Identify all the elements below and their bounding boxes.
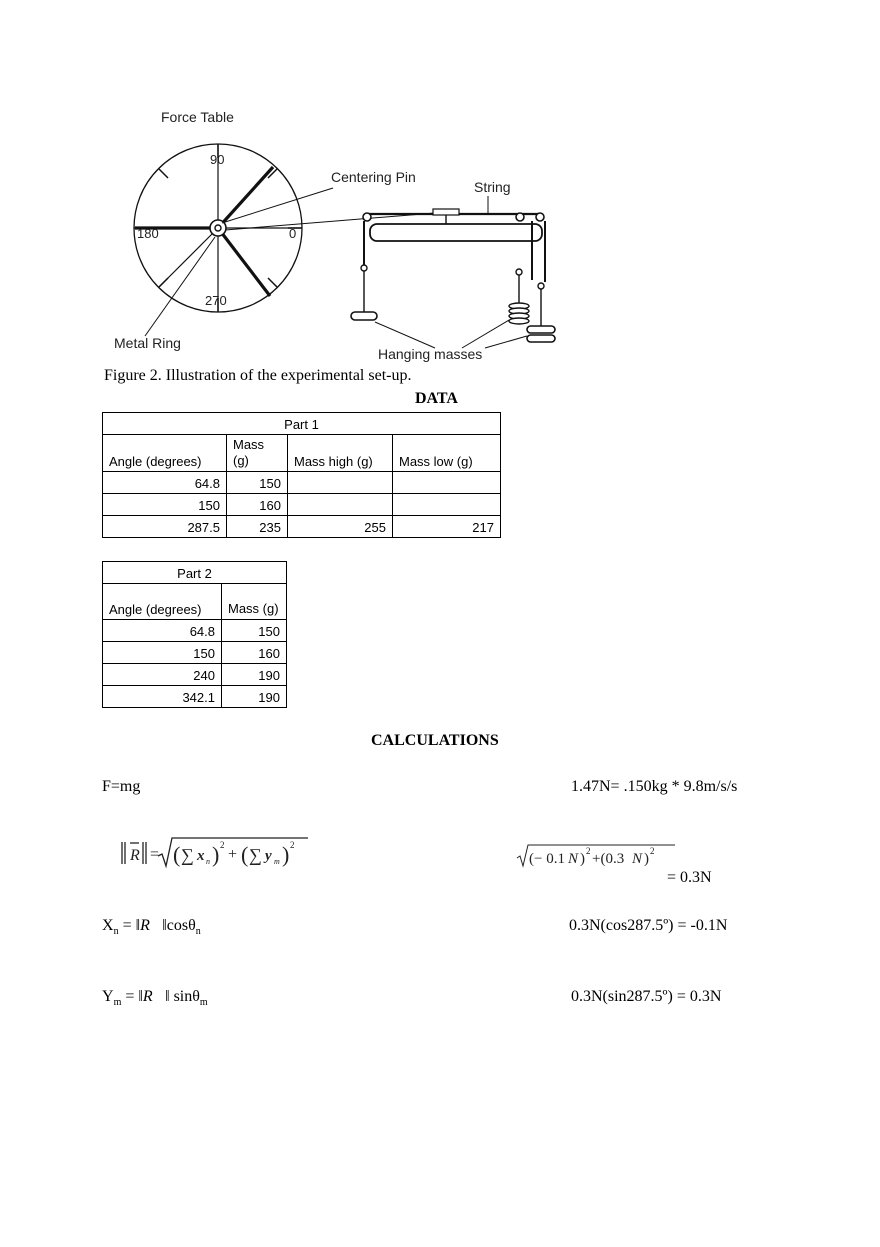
- svg-text:2: 2: [220, 840, 225, 850]
- table-row: [103, 686, 287, 708]
- part1-title: Part 1: [103, 413, 501, 435]
- angle-cell: 342.1: [103, 686, 222, 708]
- svg-text:): ): [212, 842, 220, 867]
- part2-header-angle: Angle (degrees): [103, 584, 222, 620]
- angle-cell: 240: [103, 664, 222, 686]
- part2-header-mass: Mass (g): [222, 584, 287, 620]
- svg-text:2: 2: [290, 840, 295, 850]
- y-component-example: 0.3N(sin287.5º) = 0.3N: [571, 988, 722, 1005]
- mass-cell: 160: [227, 494, 288, 516]
- angle-180-label: 180: [137, 226, 159, 241]
- svg-text:R: R: [130, 847, 140, 864]
- angle-270-label: 270: [205, 293, 227, 308]
- mass-cell: 190: [222, 664, 287, 686]
- svg-text:(: (: [173, 842, 181, 867]
- mass-low-cell: [393, 472, 501, 494]
- mass-cell: 160: [222, 642, 287, 664]
- svg-text:y: y: [265, 848, 272, 864]
- mass-low-cell: [393, 494, 501, 516]
- experimental-setup-figure: [105, 100, 565, 365]
- svg-text:∑: ∑: [249, 845, 262, 865]
- string-label: String: [474, 179, 511, 195]
- part2-table: [102, 561, 287, 708]
- svg-text:m: m: [274, 857, 280, 866]
- mass-cell: 190: [222, 686, 287, 708]
- hanging-masses-label: Hanging masses: [378, 346, 483, 362]
- svg-text:2: 2: [650, 846, 655, 856]
- angle-cell: 64.8: [103, 620, 222, 642]
- mass-cell: 150: [227, 472, 288, 494]
- mass-cell: 150: [222, 620, 287, 642]
- table-row: [103, 472, 501, 494]
- svg-text:N: N: [632, 851, 643, 867]
- part1-table: [102, 412, 501, 538]
- part1-header-mass-high: Mass high (g): [288, 435, 393, 472]
- svg-text:=: =: [150, 846, 160, 863]
- magnitude-computation: [515, 842, 680, 870]
- part1-header-angle: Angle (degrees): [103, 435, 227, 472]
- y-component-formula: $Y_m$ = ‖R⃗‖ sinθ$_m$: [102, 988, 208, 1009]
- centering-pin-label: Centering Pin: [331, 169, 416, 185]
- angle-cell: 150: [103, 494, 227, 516]
- svg-text:): ): [282, 842, 290, 867]
- svg-text:2: 2: [586, 846, 591, 856]
- angle-cell: 287.5: [103, 516, 227, 538]
- data-heading: DATA: [415, 390, 458, 407]
- part1-header-mass: Mass (g): [227, 435, 288, 472]
- angle-0-label: 0: [289, 226, 297, 241]
- part2-title: Part 2: [103, 562, 287, 584]
- mass-low-cell: 217: [393, 516, 501, 538]
- svg-text:x: x: [197, 848, 205, 864]
- svg-text:+: +: [228, 846, 238, 863]
- part1-header-mass-low: Mass low (g): [393, 435, 501, 472]
- table-row: [103, 516, 501, 538]
- mass-cell: 235: [227, 516, 288, 538]
- force-formula: F=mg: [102, 778, 141, 795]
- svg-text:(− 0.1: (− 0.1: [529, 851, 565, 867]
- table-row: [103, 664, 287, 686]
- mass-high-cell: 255: [288, 516, 393, 538]
- table-row: [103, 620, 287, 642]
- force-table-label: Force Table: [161, 109, 234, 125]
- figure-caption: Figure 2. Illustration of the experimental set-up.: [104, 367, 412, 384]
- metal-ring-label: Metal Ring: [114, 335, 181, 351]
- side-view-drawing: [351, 196, 555, 348]
- svg-text:(: (: [241, 842, 249, 867]
- mass-high-cell: [288, 494, 393, 516]
- magnitude-formula: [118, 834, 310, 874]
- table-row: [103, 494, 501, 516]
- calculations-heading: CALCULATIONS: [371, 732, 499, 749]
- angle-cell: 64.8: [103, 472, 227, 494]
- svg-text:n: n: [206, 857, 210, 866]
- angle-90-label: 90: [210, 152, 225, 167]
- mass-high-cell: [288, 472, 393, 494]
- angle-cell: 150: [103, 642, 222, 664]
- force-example: 1.47N= .150kg * 9.8m/s/s: [571, 778, 738, 795]
- svg-text:N: N: [568, 851, 579, 867]
- svg-text:+(0.3: +(0.3: [592, 851, 625, 867]
- svg-text:): ): [644, 851, 649, 867]
- svg-text:): ): [580, 851, 585, 867]
- magnitude-result: = 0.3N: [667, 869, 712, 886]
- svg-text:∑: ∑: [181, 845, 194, 865]
- x-component-formula: $X_n$ = ‖R⃗‖cosθ$_n$: [102, 917, 201, 938]
- table-row: [103, 642, 287, 664]
- x-component-example: 0.3N(cos287.5º) = -0.1N: [569, 917, 728, 934]
